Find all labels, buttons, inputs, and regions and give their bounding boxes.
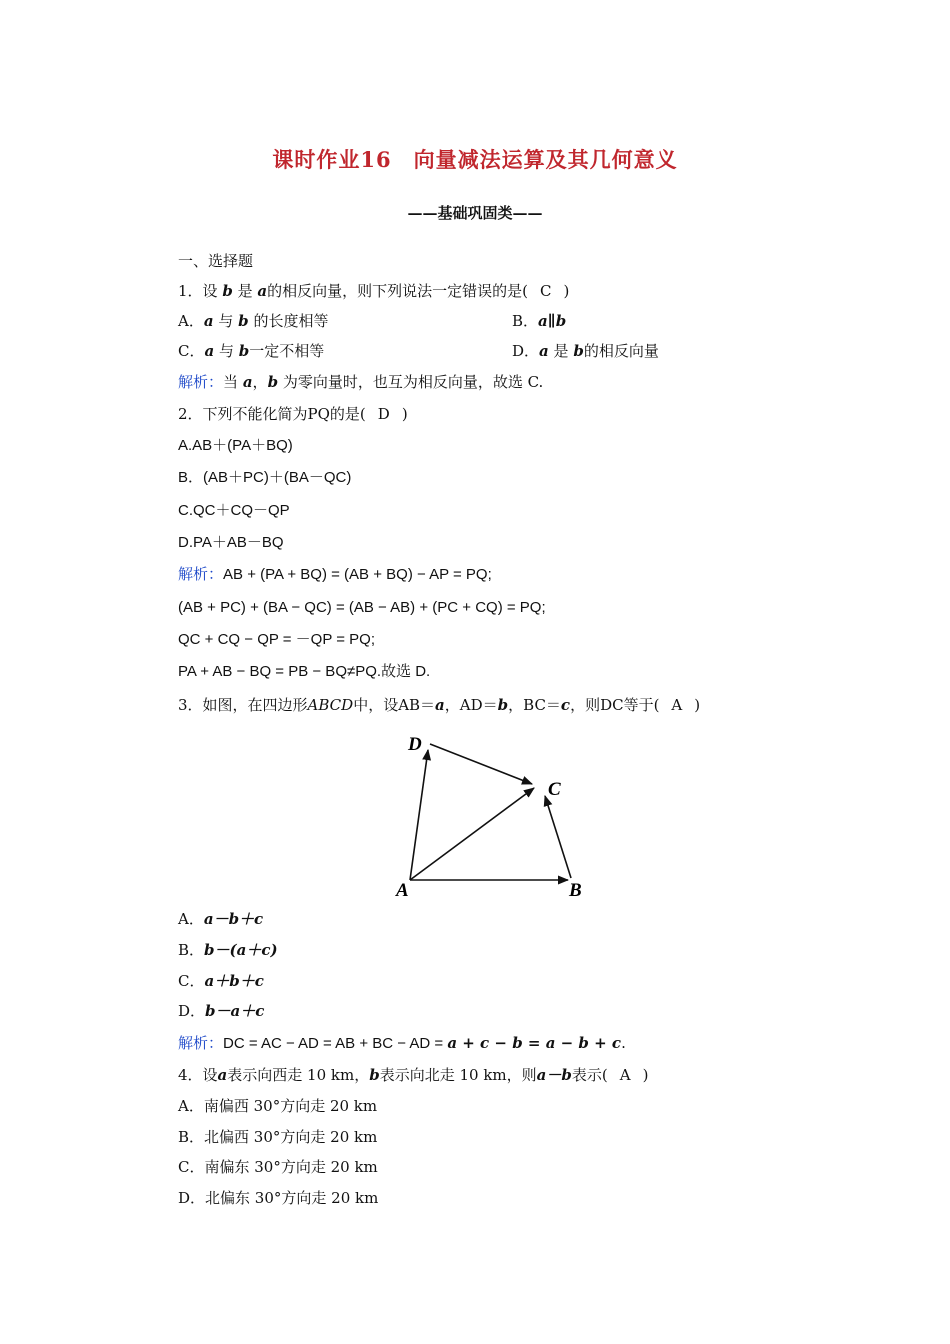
solution-label: 解析： <box>178 566 224 583</box>
q4-option-d: D．北偏东 30°方向走 20 km <box>178 1189 379 1207</box>
q4-option-b: B．北偏西 30°方向走 20 km <box>178 1128 378 1146</box>
vector-dc <box>430 744 532 784</box>
vector-ac <box>410 788 534 880</box>
solution-label: 解析： <box>178 373 224 391</box>
solution-label: 解析： <box>178 1034 224 1052</box>
vertex-label-d: D <box>408 734 422 755</box>
answer-2: D <box>377 405 390 423</box>
q2-option-c: C.QC＋CQ－QP <box>178 502 290 519</box>
q2-option-a: A.AB＋(PA＋BQ) <box>178 437 293 454</box>
q4-option-c: C．南偏东 30°方向走 20 km <box>178 1158 378 1176</box>
q3-option-a: A．a－b＋c <box>178 910 264 928</box>
answer-4: A <box>619 1066 631 1084</box>
q3-option-b: B．b－(a＋c) <box>178 941 278 959</box>
q1-option-d: D．a 是 b的相反向量 <box>512 342 659 360</box>
question-3-stem: 3．如图，在四边形ABCD中，设AB＝a，AD＝b，BC＝c，则DC等于( A ) <box>178 696 701 714</box>
question-1-stem: 1．设 b 是 a的相反向量，则下列说法一定错误的是( C ) <box>178 282 570 300</box>
q3-option-d: D．b－a＋c <box>178 1002 265 1020</box>
q2-solution-line-2: (AB + PC) + (BA − QC) = (AB − AB) + (PC + CQ) = PQ; <box>178 599 546 616</box>
section-subtitle: ——基础巩固类—— <box>407 204 543 222</box>
vertex-label-a: A <box>396 880 409 901</box>
vector-bc <box>545 796 571 878</box>
vector-ad <box>410 750 428 880</box>
q1-solution: 解析：当 a，b 为零向量时，也互为相反向量，故选 C. <box>178 373 544 391</box>
q1-option-c: C．a 与 b一定不相等 <box>178 342 325 360</box>
q3-solution: 解析：DC = AC − AD = AB + BC − AD = a + c − b = a − b + c. <box>178 1034 626 1052</box>
q2-option-d: D.PA＋AB－BQ <box>178 534 284 551</box>
vertex-label-b: B <box>569 880 582 901</box>
q1-option-a: A．a 与 b 的长度相等 <box>178 312 329 330</box>
answer-3: A <box>671 696 683 714</box>
q1-option-b: B．a∥b <box>512 312 567 330</box>
page-title: 课时作业16 向量减法运算及其几何意义 <box>272 147 678 172</box>
q2-solution-line-3: QC + CQ − QP = －QP = PQ; <box>178 631 376 648</box>
q2-solution-line-1: 解析：AB + (PA + BQ) = (AB + BQ) − AP = PQ; <box>178 566 492 583</box>
section-heading: 一、选择题 <box>178 252 254 270</box>
question-2-stem: 2．下列不能化简为PQ的是( D ) <box>178 405 408 423</box>
q3-option-c: C．a＋b＋c <box>178 972 264 990</box>
vertex-label-c: C <box>548 779 561 800</box>
quadrilateral-figure <box>390 728 600 903</box>
q2-option-b: B．(AB＋PC)＋(BA－QC) <box>178 469 352 486</box>
answer-1: C <box>540 282 552 300</box>
q4-option-a: A．南偏西 30°方向走 20 km <box>178 1097 378 1115</box>
question-4-stem: 4．设a表示向西走 10 km，b表示向北走 10 km，则a－b表示( A ) <box>178 1066 649 1084</box>
q2-solution-line-4: PA + AB − BQ = PB − BQ≠PQ.故选 D. <box>178 663 431 680</box>
